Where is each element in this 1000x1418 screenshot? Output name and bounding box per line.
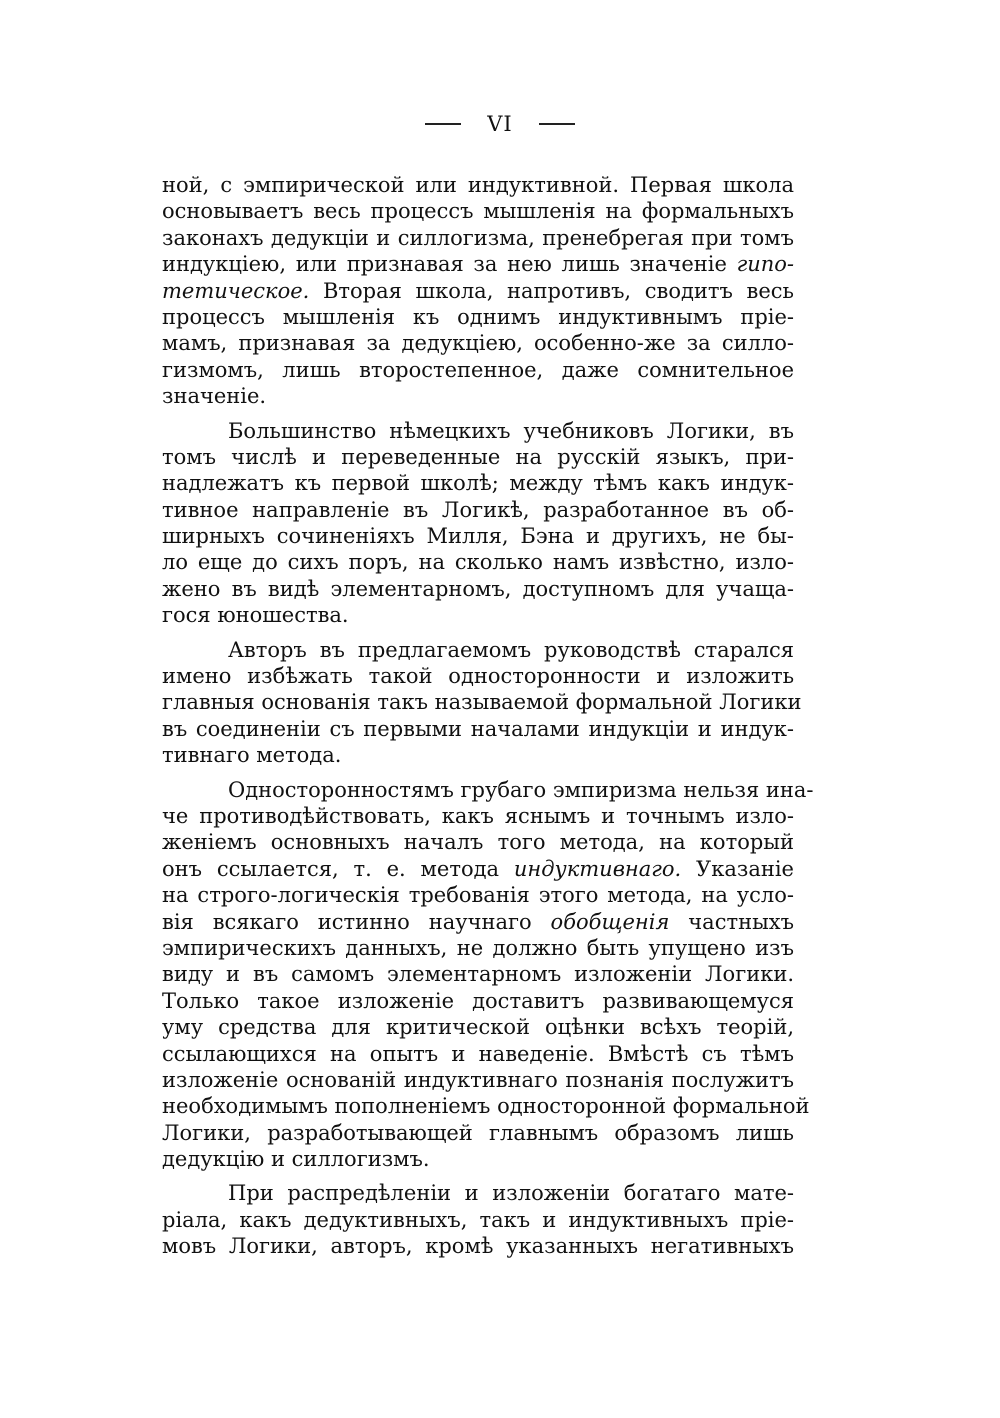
text-segment: Вторая школа, напротивъ, сводитъ весь [309, 278, 794, 303]
text-line [162, 225, 794, 251]
text-segment: мамъ, признавая за дедукціею, особенно-же за силло- [162, 331, 794, 356]
text-segment: процессъ мышленія къ однимъ индуктивнымъ прiе- [162, 304, 794, 329]
paragraph-gap [162, 1172, 794, 1180]
text-segment: ной, с эмпирической или индуктивной. Первая школа [162, 173, 794, 197]
text-segment: ширныхъ сочиненіяхъ Милля, Бэна и другихъ, не бы- [162, 524, 794, 549]
text-line [162, 418, 794, 444]
text-segment: Большинство нѣмецкихъ учебниковъ Логики, въ [228, 418, 794, 443]
page-header [0, 112, 1000, 136]
text-line [162, 1233, 794, 1259]
text-line [162, 856, 794, 882]
paragraph [162, 172, 794, 410]
text-segment: главныя основанія такъ называемой формальной Логики [162, 690, 802, 715]
text-line [162, 1180, 794, 1206]
text-line [162, 829, 794, 855]
text-segment: дедукцію и силлогизмъ. [162, 1147, 430, 1172]
text-segment: частныхъ [669, 909, 794, 934]
text-line [162, 1120, 794, 1146]
text-segment: ссылающихся на опытъ и наведеніе. Вмѣстѣ съ тѣмъ [162, 1041, 794, 1066]
text-segment: че противодѣйствовать, какъ яснымъ и точнымъ изло- [162, 803, 794, 828]
text-line [162, 576, 794, 602]
header-dash-left [425, 123, 461, 125]
text-segment: необходимымъ пополненіемъ односторонной формальной [162, 1094, 810, 1119]
text-line [162, 716, 794, 742]
text-line [162, 444, 794, 470]
text-line [162, 278, 794, 304]
text-line [162, 882, 794, 908]
text-line [162, 1014, 794, 1040]
text-segment: женіемъ основныхъ началъ того метода, на который [162, 830, 794, 855]
text-line [162, 357, 794, 383]
text-line [162, 689, 802, 715]
text-line [162, 935, 794, 961]
text-segment: Авторъ въ предлагаемомъ руководствѣ старался [228, 637, 794, 662]
paragraph [162, 777, 814, 1173]
text-segment: тивнаго метода. [162, 743, 342, 768]
text-line [162, 330, 794, 356]
text-line [162, 663, 794, 689]
text-line [162, 497, 794, 523]
header-dash-right [539, 123, 575, 125]
text-line [162, 1146, 794, 1172]
paragraph-gap [162, 410, 794, 418]
text-line [162, 549, 794, 575]
text-segment: въ соединеніи съ первыми началами индукціи и индук- [162, 716, 794, 741]
paragraph [162, 418, 794, 629]
text-line [162, 803, 794, 829]
text-line [162, 470, 794, 496]
text-line [162, 1041, 794, 1067]
text-segment: ріала, какъ дедуктивныхъ, такъ и индуктивныхъ прiе- [162, 1207, 794, 1232]
italic-text: тетическое. [162, 278, 310, 303]
italic-text: гипо- [736, 252, 794, 277]
text-segment: томъ числѣ и переведенные на русскій языкъ, при- [162, 444, 794, 469]
text-line [162, 172, 794, 198]
text-line [162, 637, 794, 663]
text-segment: на строго-логическія требованія этого метода, на усло- [162, 883, 794, 908]
text-segment: уму средства для критической оцѣнки всѣхъ теорій, [162, 1015, 794, 1040]
text-segment: ло еще до сихъ поръ, на сколько намъ извѣстно, изло- [162, 550, 794, 575]
text-line [162, 304, 794, 330]
text-line [162, 988, 794, 1014]
text-segment: надлежатъ къ первой школѣ; между тѣмъ какъ индук- [162, 471, 794, 496]
text-segment: изложеніе основаній индуктивнаго познанія послужитъ [162, 1067, 794, 1092]
text-segment: тивное направленіе въ Логикѣ, разработанное въ об- [162, 497, 794, 522]
paragraph [162, 1180, 794, 1259]
text-segment: индукціею, или признавая за нею лишь значеніе [162, 252, 737, 277]
text-segment: жено въ видѣ элементарномъ, доступномъ для учаща- [162, 576, 794, 601]
text-segment: значеніе. [162, 384, 267, 409]
paragraph-gap [162, 769, 794, 777]
text-line [162, 383, 794, 409]
italic-text: индуктивнаго. [513, 856, 682, 881]
text-line [162, 1067, 794, 1093]
text-line [162, 602, 794, 628]
paragraph-gap [162, 629, 794, 637]
text-segment: гося юношества. [162, 603, 349, 628]
text-segment: вія всякаго истинно научнаго [162, 909, 551, 934]
text-segment: Только такое изложеніе доставитъ развивающемуся [162, 988, 794, 1013]
text-line [162, 742, 794, 768]
text-line [162, 1093, 810, 1119]
text-segment: Односторонностямъ грубаго эмпиризма нельзя ина- [228, 777, 814, 802]
text-line [162, 1207, 794, 1233]
text-segment: Логики, разработывающей главнымъ образомъ лишь [162, 1120, 794, 1145]
text-line [162, 961, 794, 987]
text-segment: законахъ дедукціи и силлогизма, пренебрегая при томъ [162, 225, 794, 250]
text-line [162, 777, 814, 803]
text-segment: основываетъ весь процессъ мышленія на формальныхъ [162, 199, 794, 224]
paragraph [162, 637, 802, 769]
text-segment: При распредѣленіи и изложеніи богатаго мате- [228, 1181, 794, 1206]
text-segment: имено избѣжать такой односторонности и изложить [162, 664, 794, 689]
text-segment: виду и въ самомъ элементарномъ изложеніи Логики. [162, 962, 794, 987]
text-line [162, 523, 794, 549]
text-segment: мовъ Логики, авторъ, кромѣ указанныхъ негативныхъ [162, 1234, 794, 1259]
text-line [162, 198, 794, 224]
body-text [162, 172, 814, 1260]
text-segment: онъ ссылается, т. е. метода [162, 856, 514, 881]
text-line [162, 251, 794, 277]
text-segment: Указаніе [681, 856, 794, 881]
text-segment: гизмомъ, лишь второстепенное, даже сомнительное [162, 357, 794, 382]
text-line [162, 909, 794, 935]
page-number: VI [487, 112, 513, 136]
text-segment: эмпирическихъ данныхъ, не должно быть упущено изъ [162, 935, 794, 960]
italic-text: обобщенія [550, 909, 670, 934]
